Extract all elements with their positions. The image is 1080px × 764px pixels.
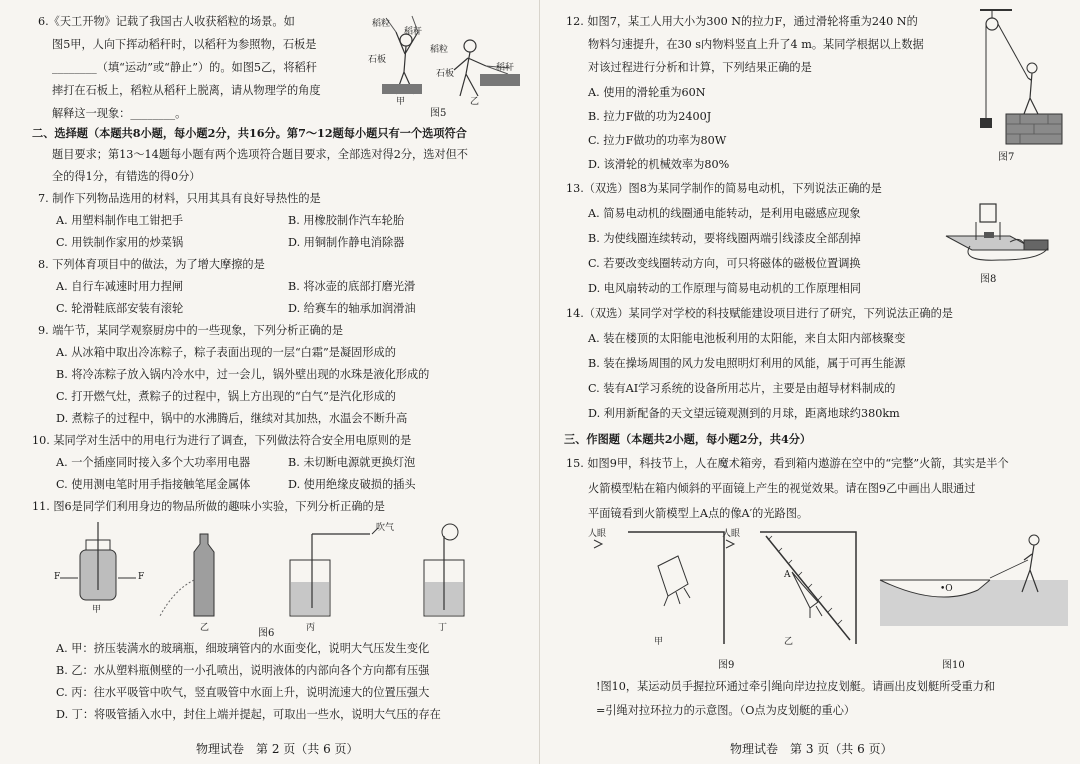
figure-8-drawing xyxy=(940,196,1068,268)
q13-option-d: D. 电风扇转动的工作原理与简易电动机的工作原理相同 xyxy=(588,282,861,295)
q10-stem: 10. 某同学对生活中的用电行为进行了调查，下列做法符合安全用电原则的是 xyxy=(32,434,412,447)
figure-7 xyxy=(972,8,1068,158)
figure-10 xyxy=(878,530,1070,634)
q9-option-c: C. 打开燃气灶，煮粽子的过程中，锅上方出现的“白气”是汽化形成的 xyxy=(56,390,396,403)
figure-8 xyxy=(940,196,1068,268)
q8-option-c: C. 轮滑鞋底部安装有滚轮 xyxy=(56,302,184,315)
q9-option-b: B. 将冷冻粽子放入锅内冷水中，过一会儿，锅外壁出现的水珠是液化形成的 xyxy=(56,368,430,381)
fig9-label-eye-2: 人眼 xyxy=(722,529,741,539)
q6-line1: 6.《天工开物》记载了我国古人收获稻粒的场景。如 xyxy=(38,15,295,28)
figure-10-drawing xyxy=(878,530,1070,634)
q12-option-b: B. 拉力F做的功为2400J xyxy=(588,110,712,123)
fig10-caption: 图10 xyxy=(942,660,965,671)
q16-line1: !图10，某运动员手握拉环通过牵引绳向岸边拉皮划艇。请画出皮划艇所受重力和 xyxy=(596,680,996,693)
fig5-caption: 图5 xyxy=(430,108,447,119)
q8-option-b: B. 将冰壶的底部打磨光滑 xyxy=(288,280,416,293)
fig5-label-shiban: 石板 xyxy=(368,55,387,65)
fig6-label-f-left: F xyxy=(54,572,61,582)
q10-option-d: D. 使用绝缘皮破损的插头 xyxy=(288,478,416,491)
q7-option-d: D. 用铜制作静电消除器 xyxy=(288,236,405,249)
q12-option-d: D. 该滑轮的机械效率为80% xyxy=(588,158,730,171)
q11-option-d: D. 丁：将吸管插入水中，封住上端并提起，可取出一些水，说明大气压的存在 xyxy=(56,708,441,721)
q12-option-a: A. 使用的滑轮重为60N xyxy=(588,86,706,99)
q7-option-b: B. 用橡胶制作汽车轮胎 xyxy=(288,214,405,227)
fig6-caption: 图6 xyxy=(258,628,275,639)
fig5-label-daogan-2: 稻秆 xyxy=(496,63,515,73)
figure-9-drawing xyxy=(588,526,898,652)
figure-9 xyxy=(588,526,898,652)
q11-option-b: B. 乙：水从塑料瓶侧壁的一小孔喷出，说明液体的内部向各个方向都有压强 xyxy=(56,664,430,677)
figure-7-drawing xyxy=(972,8,1068,158)
fig9-label-eye-1: 人眼 xyxy=(588,529,607,539)
q7-stem: 7. 制作下列物品选用的材料，只用其具有良好导热性的是 xyxy=(38,192,321,205)
fig5-label-shiban-2: 石板 xyxy=(436,69,455,79)
fig6-label-yi: 乙 xyxy=(200,623,210,633)
fig6-label-ding: 丁 xyxy=(438,623,448,633)
q10-option-b: B. 未切断电源就更换灯泡 xyxy=(288,456,416,469)
q14-option-b: B. 装在操场周围的风力发电照明灯利用的风能，属于可再生能源 xyxy=(588,357,906,370)
fig6-label-bing: 丙 xyxy=(306,623,316,633)
fig9-label-yi: 乙 xyxy=(784,637,794,647)
section2-line1: 二、选择题（本题共8小题，每小题2分，共16分。第7～12题每小题只有一个选项符合 xyxy=(32,126,467,140)
q11-option-a: A. 甲：挤压装满水的玻璃瓶，细玻璃管内的水面变化，说明大气压发生变化 xyxy=(56,642,430,655)
fig7-caption: 图7 xyxy=(998,152,1015,163)
q15-line3: 平面镜看到火箭模型上A点的像A′的光路图。 xyxy=(588,507,809,520)
q12-line2: 物料匀速提升，在30 s内物料竖直上升了4 m。某同学根据以上数据 xyxy=(588,38,924,51)
q13-option-c: C. 若要改变线圈转动方向，可只将磁体的磁极位置调换 xyxy=(588,257,861,270)
q6-line4: 摔打在石板上，稻粒从稻秆上脱离，请从物理学的角度 xyxy=(52,84,321,97)
q9-option-d: D. 煮粽子的过程中，锅中的水沸腾后，继续对其加热，水温会不断升高 xyxy=(56,412,408,425)
q8-option-d: D. 给赛车的轴承加润滑油 xyxy=(288,302,416,315)
q6-line3: ________（填“运动”或“静止”）的。如图5乙，将稻秆 xyxy=(52,61,317,74)
q15-line2: 火箭模型粘在箱内倾斜的平面镜上产生的视觉效果。请在图9乙中画出人眼通过 xyxy=(588,482,976,495)
figure-6 xyxy=(50,520,490,638)
right-page xyxy=(540,0,1080,764)
q14-option-a: A. 装在楼顶的太阳能电池板利用的太阳能，来自太阳内部核聚变 xyxy=(588,332,906,345)
q13-stem: 13.（双选）图8为某同学制作的简易电动机，下列说法正确的是 xyxy=(566,182,882,195)
section2-line2: 题目要求；第13～14题每小题有两个选项符合题目要求，全部选对得2分，选对但不 xyxy=(52,148,468,161)
q12-line1: 12. 如图7，某工人用大小为300 N的拉力F，通过滑轮将重为240 N的 xyxy=(566,15,918,28)
fig9-label-jia: 甲 xyxy=(654,637,664,647)
q11-option-c: C. 丙：往水平吸管中吹气，竖直吸管中水面上升，说明流速大的位置压强大 xyxy=(56,686,430,699)
q7-option-a: A. 用塑料制作电工钳把手 xyxy=(56,214,184,227)
figure-6-drawing xyxy=(50,520,490,638)
q8-stem: 8. 下列体育项目中的做法，为了增大摩擦的是 xyxy=(38,258,265,271)
q9-option-a: A. 从冰箱中取出冷冻粽子，粽子表面出现的一层“白霜”是凝固形成的 xyxy=(56,346,396,359)
fig10-label-o: •O xyxy=(940,584,953,594)
left-page-footer: 物理试卷 第 2 页（共 6 页） xyxy=(196,742,359,756)
q12-line3: 对该过程进行分析和计算，下列结果正确的是 xyxy=(588,61,812,74)
q14-stem: 14.（双选）某同学对学校的科技赋能建设项目进行了研究，下列说法正确的是 xyxy=(566,307,953,320)
section2-line3: 全的得1分，有错选的得0分） xyxy=(52,170,201,183)
fig5-label-daoli-2: 稻粒 xyxy=(430,45,449,55)
fig8-caption: 图8 xyxy=(980,274,997,285)
q9-stem: 9. 端午节，某同学观察厨房中的一些现象，下列分析正确的是 xyxy=(38,324,344,337)
q10-option-a: A. 一个插座同时接入多个大功率用电器 xyxy=(56,456,251,469)
q11-stem: 11. 图6是同学们利用身边的物品所做的趣味小实验，下列分析正确的是 xyxy=(32,500,385,513)
q7-option-c: C. 用铁制作家用的炒菜锅 xyxy=(56,236,184,249)
fig6-label-f-right: F xyxy=(138,572,145,582)
q16-line2: =引绳对拉环拉力的示意图。（O点为皮划艇的重心） xyxy=(596,704,856,717)
fig6-label-jia: 甲 xyxy=(92,605,102,615)
q14-option-d: D. 利用新配备的天文望远镜观测到的月球，距离地球约380km xyxy=(588,407,900,420)
fig5-label-daogan: 稻秆 xyxy=(404,27,423,37)
figure-5 xyxy=(368,12,528,120)
fig6-label-chuiqi: 吹气 xyxy=(376,523,395,533)
q14-option-c: C. 装有AI学习系统的设备所用芯片，主要是由超导材料制成的 xyxy=(588,382,896,395)
q13-option-b: B. 为使线圈连续转动，要将线圈两端引线漆皮全部刮掉 xyxy=(588,232,861,245)
fig9-label-a: A xyxy=(784,570,791,580)
section3-heading: 三、作图题（本题共2小题，每小题2分，共4分） xyxy=(564,432,812,446)
q6-line5: 解释这一现象：________。 xyxy=(52,107,187,120)
right-page-footer: 物理试卷 第 3 页（共 6 页） xyxy=(730,742,893,756)
q8-option-a: A. 自行车减速时用力捏闸 xyxy=(56,280,184,293)
q12-option-c: C. 拉力F做功的功率为80W xyxy=(588,134,727,147)
fig9-caption: 图9 xyxy=(718,660,735,671)
q10-option-c: C. 使用测电笔时用手指接触笔尾金属体 xyxy=(56,478,251,491)
fig5-label-daoli: 稻粒 xyxy=(372,19,391,29)
q13-option-a: A. 简易电动机的线圈通电能转动，是利用电磁感应现象 xyxy=(588,207,861,220)
q6-line2: 图5甲，人向下挥动稻秆时，以稻秆为参照物，石板是 xyxy=(52,38,317,51)
q15-line1: 15. 如图9甲，科技节上，人在魔术箱旁，看到箱内遨游在空中的“完整”火箭，其实是半个 xyxy=(566,457,1009,470)
fig5-label-yi: 乙 xyxy=(470,97,480,107)
fig5-label-jia: 甲 xyxy=(396,97,406,107)
